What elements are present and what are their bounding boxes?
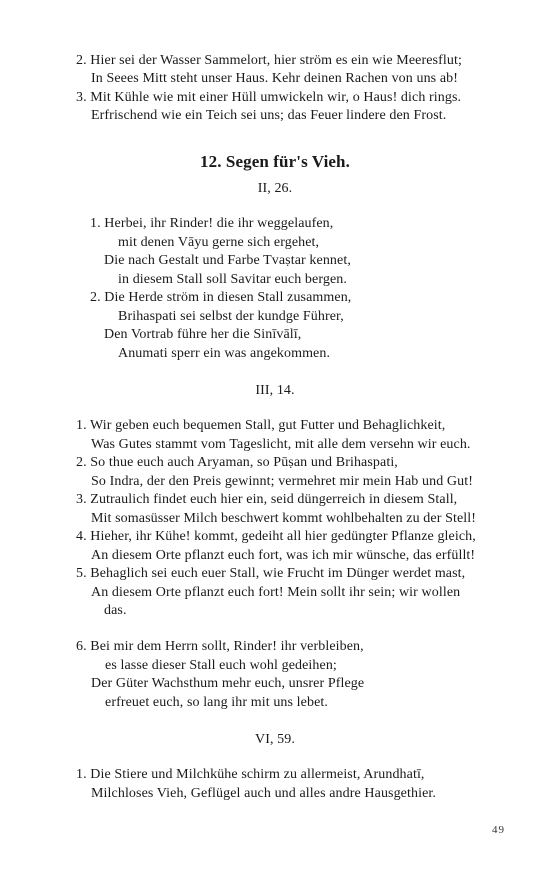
poem-line: Mit somasüsser Milch beschwert kommt wohlbehalten zu der Stell!	[91, 511, 477, 526]
poem-line: 2. So thue euch auch Aryaman, so Pūṣan und Brihaspati,	[76, 455, 398, 470]
poem-line: 2. Die Herde ström in diesen Stall zusammen,	[90, 290, 352, 305]
stanza-line: 2. Hier sei der Wasser Sammelort, hier ström es ein wie Meeresflut;	[76, 53, 462, 68]
poem-line: Die nach Gestalt und Farbe Tvaṣtar kennet,	[104, 253, 351, 268]
stanza-line: 3. Mit Kühle wie mit einer Hüll umwickeln wir, o Haus! dich rings.	[76, 90, 462, 105]
verse-reference: III, 14.	[255, 383, 295, 398]
poem-line: 4. Hieher, ihr Kühe! kommt, gedeiht all hier gedüngter Pflanze gleich,	[76, 529, 476, 544]
stanza-line: In Seees Mitt steht unser Haus. Kehr deinen Rachen von uns ab!	[91, 71, 459, 86]
poem-line: es lasse dieser Stall euch wohl gedeihen;	[105, 658, 337, 673]
poem-line: das.	[104, 603, 127, 618]
poem-line: Brihaspati sei selbst der kundge Führer,	[118, 309, 344, 324]
poem-line: erfreuet euch, so lang ihr mit uns lebet.	[105, 695, 328, 710]
poem-line: mit denen Vāyu gerne sich ergehet,	[118, 235, 320, 250]
poem-line: Der Güter Wachsthum mehr euch, unsrer Pflege	[91, 676, 365, 691]
poem-line: 1. Herbei, ihr Rinder! die ihr weggelaufen,	[90, 216, 334, 231]
section-title: 12. Segen für's Vieh.	[200, 152, 350, 171]
poem-line: So Indra, der den Preis gewinnt; vermehret mir mein Hab und Gut!	[91, 474, 473, 489]
poem-line: 1. Wir geben euch bequemen Stall, gut Futter und Behaglichkeit,	[76, 418, 446, 433]
poem-line: 6. Bei mir dem Herrn sollt, Rinder! ihr verbleiben,	[76, 639, 364, 654]
page-number: 49	[492, 824, 505, 836]
poem-line: 1. Die Stiere und Milchkühe schirm zu allermeist, Arundhatī,	[76, 767, 425, 782]
stanza-line: Erfrischend wie ein Teich sei uns; das Feuer lindere den Frost.	[91, 108, 447, 123]
poem-line: An diesem Orte pflanzt euch fort! Mein sollt ihr sein; wir wollen	[91, 585, 461, 600]
poem-line: 5. Behaglich sei euch euer Stall, wie Frucht im Dünger werdet mast,	[76, 566, 466, 581]
poem-line: Was Gutes stammt vom Tageslicht, mit alle dem versehn wir euch.	[91, 437, 471, 452]
verse-reference: VI, 59.	[255, 732, 295, 747]
poem-line: Anumati sperr ein was angekommen.	[118, 346, 331, 361]
poem-line: 3. Zutraulich findet euch hier ein, seid düngerreich in diesem Stall,	[76, 492, 458, 507]
poem-line: An diesem Orte pflanzt euch fort, was ich mir wünsche, das erfüllt!	[91, 548, 476, 563]
poem-line: Milchloses Vieh, Geflügel auch und alles andre Hausgethier.	[91, 786, 436, 801]
poem-line: Den Vortrab führe her die Sinīvālī,	[104, 327, 302, 342]
verse-reference: II, 26.	[257, 181, 293, 196]
poem-line: in diesem Stall soll Savitar euch bergen.	[118, 272, 347, 287]
